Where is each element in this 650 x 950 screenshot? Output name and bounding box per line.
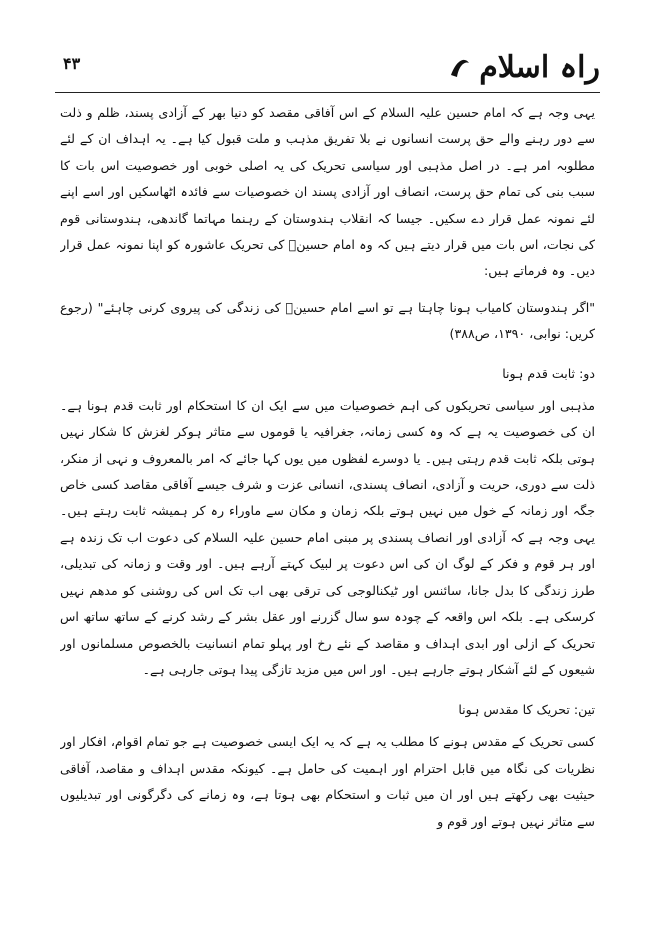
header-rule — [55, 92, 600, 93]
calligraphy-flourish-icon — [447, 53, 473, 83]
page-content — [60, 100, 595, 930]
paragraph-steadfastness: مذہبی اور سیاسی تحریکوں کی اہم خصوصیات میں سے ایک ان کا استحکام اور ثابت قدم ہونا ہے۔ ان کی خصوصیت یہ ہے کہ وہ کسی زمانہ، جغرافیہ یا قوموں سے متاثر ہوکر لغزش کا شکار نہیں ہوتی بلکہ ثابت قدم رہتی ہیں۔ یا دوسرے لفظوں میں یوں کہا جائے کہ امر بالمعروف و نہی از منکر، ذلت سے دوری، حریت و آزادی، انصاف پسندی، انسانی عزت و شرف جیسے آفاقی مقاصد کسی خاص جگہ اور زمانہ کے خول میں نہیں ہوتے بلکہ زمان و مکان سے ماوراء رہ کر ہمیشہ ثابت رہتے ہیں۔ یہی وجہ ہے کہ آزادی اور انصاف پسندی پر مبنی امام حسین علیہ السلام کی دعوت اب تک زندہ ہے اور ہر قوم و فکر کے لوگ ان کی اس دعوت پر لبیک کہتے آرہے ہیں۔ اور وقت و زمانہ کی تبدیلی، طرز زندگی کا بدل جانا، سائنس اور ٹیکنالوجی کی ترقی بھی اب تک اس کی روشنی کو مدھم نہیں کرسکی ہے۔ بلکہ اس واقعہ کے چودہ سو سال گزرنے اور عقل بشر کے رشد کرنے کے ساتھ ساتھ اس تحریک کے ازلی اور ابدی اہداف و مقاصد کے نئے رخ اور پہلو تمام انسانیت بالخصوص مسلمانوں اور شیعوں کے لئے آشکار ہوتے جارہے ہیں۔ اور اس میں مزید تازگی پیدا ہوتی جارہی ہے۔ — [60, 397, 595, 677]
page-number: ۴۳ — [63, 54, 81, 73]
paragraph-intro: یہی وجہ ہے کہ امام حسین علیہ السلام کے اس آفاقی مقصد کو دنیا بھر کے آزادی پسند، ظلم و ذلت سے دور رہنے والے حق پرست انسانوں نے بلا تفریق مذہب و ملت قبول کیا ہے۔ یہ اہداف ان کے لئے مطلوبہ امر ہے۔ در اصل مذہبی اور سیاسی تحریک کی یہ اصلی خوبی اور خصوصیت اس بات کا سبب بنی کی تمام حق پرست، انصاف اور آزادی پسند ان خصوصیات سے فائدہ اٹھاسکیں اور اسے اپنے لئے نمونہ عمل قرار دے سکیں۔ جیسا کہ انقلاب ہندوستان کے رہنما مہاتما گاندھی، ہندوستانی قوم کی نجات، اس بات میں قرار دیتے ہیں کہ وہ امام حسینؑ کی تحریک عاشورہ کو اپنا نمونہ عمل قرار دیں۔ وہ فرماتے ہیں: — [60, 105, 595, 279]
page-header — [55, 48, 600, 98]
gandhi-quote: "اگر ہندوستان کامیاب ہونا چاہتا ہے تو اسے امام حسینؑ کی زندگی کی پیروی کرنی چاہئے" (رجوع کریں: نوابی، ۱۳۹۰، ص۳۸۸) — [60, 299, 595, 341]
section-heading-sanctity: تین: تحریک کا مقدس ہونا — [458, 702, 595, 718]
section-heading-steadfastness: دو: ثابت قدم ہونا — [502, 365, 595, 381]
paragraph-sanctity: کسی تحریک کے مقدس ہونے کا مطلب یہ ہے کہ یہ ایک ایسی خصوصیت ہے جو تمام اقوام، افکار اور نظریات کی نگاہ میں قابل احترام اور اہمیت کی حامل ہے۔ کیونکہ مقدس اہداف و مقاصد، آفاقی حیثیت بھی رکھتے ہیں اور ان میں ثبات و استحکام بھی ہوتا ہے، وہ زمانے کی دگرگونی اور تبدیلیوں سے متاثر نہیں ہوتے اور قوم و — [60, 734, 595, 829]
journal-title: راہ اسلام — [479, 50, 600, 85]
journal-logo — [447, 48, 600, 88]
